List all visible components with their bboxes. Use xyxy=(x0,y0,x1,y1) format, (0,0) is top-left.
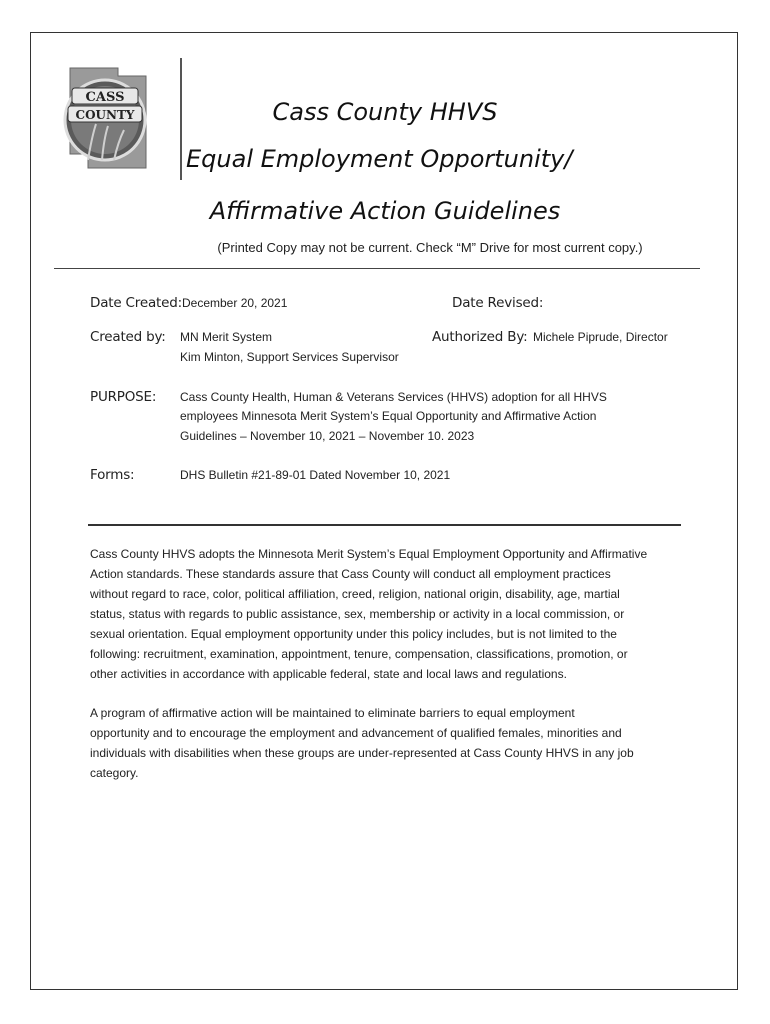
purpose-line-2: employees Minnesota Merit System’s Equal Opportunity and Affirmative Action xyxy=(180,409,597,423)
paragraph-line: sexual orientation. Equal employment opportunity under this policy includes, but is not limited to the xyxy=(90,627,617,641)
logo-text-county: COUNTY xyxy=(75,108,135,122)
paragraph-line: status, status with regards to public assistance, sex, membership or activity in a local commission, or xyxy=(90,607,625,621)
purpose-line-1: Cass County Health, Human & Veterans Services (HHVS) adoption for all HHVS xyxy=(180,390,607,404)
policy-paragraph-1 xyxy=(90,544,690,684)
title-line-1: Cass County HHVS xyxy=(272,98,498,126)
paragraph-line: A program of affirmative action will be maintained to eliminate barriers to equal employment xyxy=(90,706,575,720)
paragraph-line: following: recruitment, examination, appointment, tenure, compensation, classifications, promotion, or xyxy=(90,647,628,661)
paragraph-line: individuals with disabilities when these groups are under-represented at Cass County HHVS in any job xyxy=(90,746,634,760)
authorized-by-value: Michele Piprude, Director xyxy=(533,330,668,344)
paragraph-line: without regard to race, color, political affiliation, creed, religion, national origin, disability, age, martial xyxy=(90,587,620,601)
purpose-line-3: Guidelines – November 10, 2021 – November 10. 2023 xyxy=(180,429,475,443)
created-by-line-2: Kim Minton, Support Services Supervisor xyxy=(180,350,399,364)
header-divider xyxy=(54,268,700,269)
forms-value: DHS Bulletin #21-89-01 Dated November 10, 2021 xyxy=(180,468,451,482)
date-created-value: December 20, 2021 xyxy=(182,296,288,310)
date-created-label: Date Created: xyxy=(90,295,182,311)
created-by-label: Created by: xyxy=(90,329,166,345)
paragraph-line: Action standards. These standards assure that Cass County will conduct all employment practices xyxy=(90,567,611,581)
policy-paragraph-2 xyxy=(90,703,690,783)
printed-copy-notice: (Printed Copy may not be current. Check “M” Drive for most current copy.) xyxy=(217,240,643,255)
section-divider xyxy=(88,524,681,526)
paragraph-line: Cass County HHVS adopts the Minnesota Merit System’s Equal Employment Opportunity and Affirmative xyxy=(90,547,648,561)
authorized-by-label: Authorized By: xyxy=(432,329,528,345)
title-line-2: Equal Employment Opportunity/ xyxy=(186,145,573,173)
created-by-line-1: MN Merit System xyxy=(180,330,273,344)
paragraph-line: other activities in accordance with applicable federal, state and local laws and regulations. xyxy=(90,667,567,681)
forms-label: Forms: xyxy=(90,467,135,483)
purpose-label: PURPOSE: xyxy=(90,389,157,405)
date-revised-label: Date Revised: xyxy=(452,295,544,311)
logo-text-cass: CASS xyxy=(85,90,125,105)
title-line-3: Affirmative Action Guidelines xyxy=(209,197,561,225)
paragraph-line: opportunity and to encourage the employment and advancement of qualified females, minorities and xyxy=(90,726,622,740)
paragraph-line: category. xyxy=(90,766,139,780)
